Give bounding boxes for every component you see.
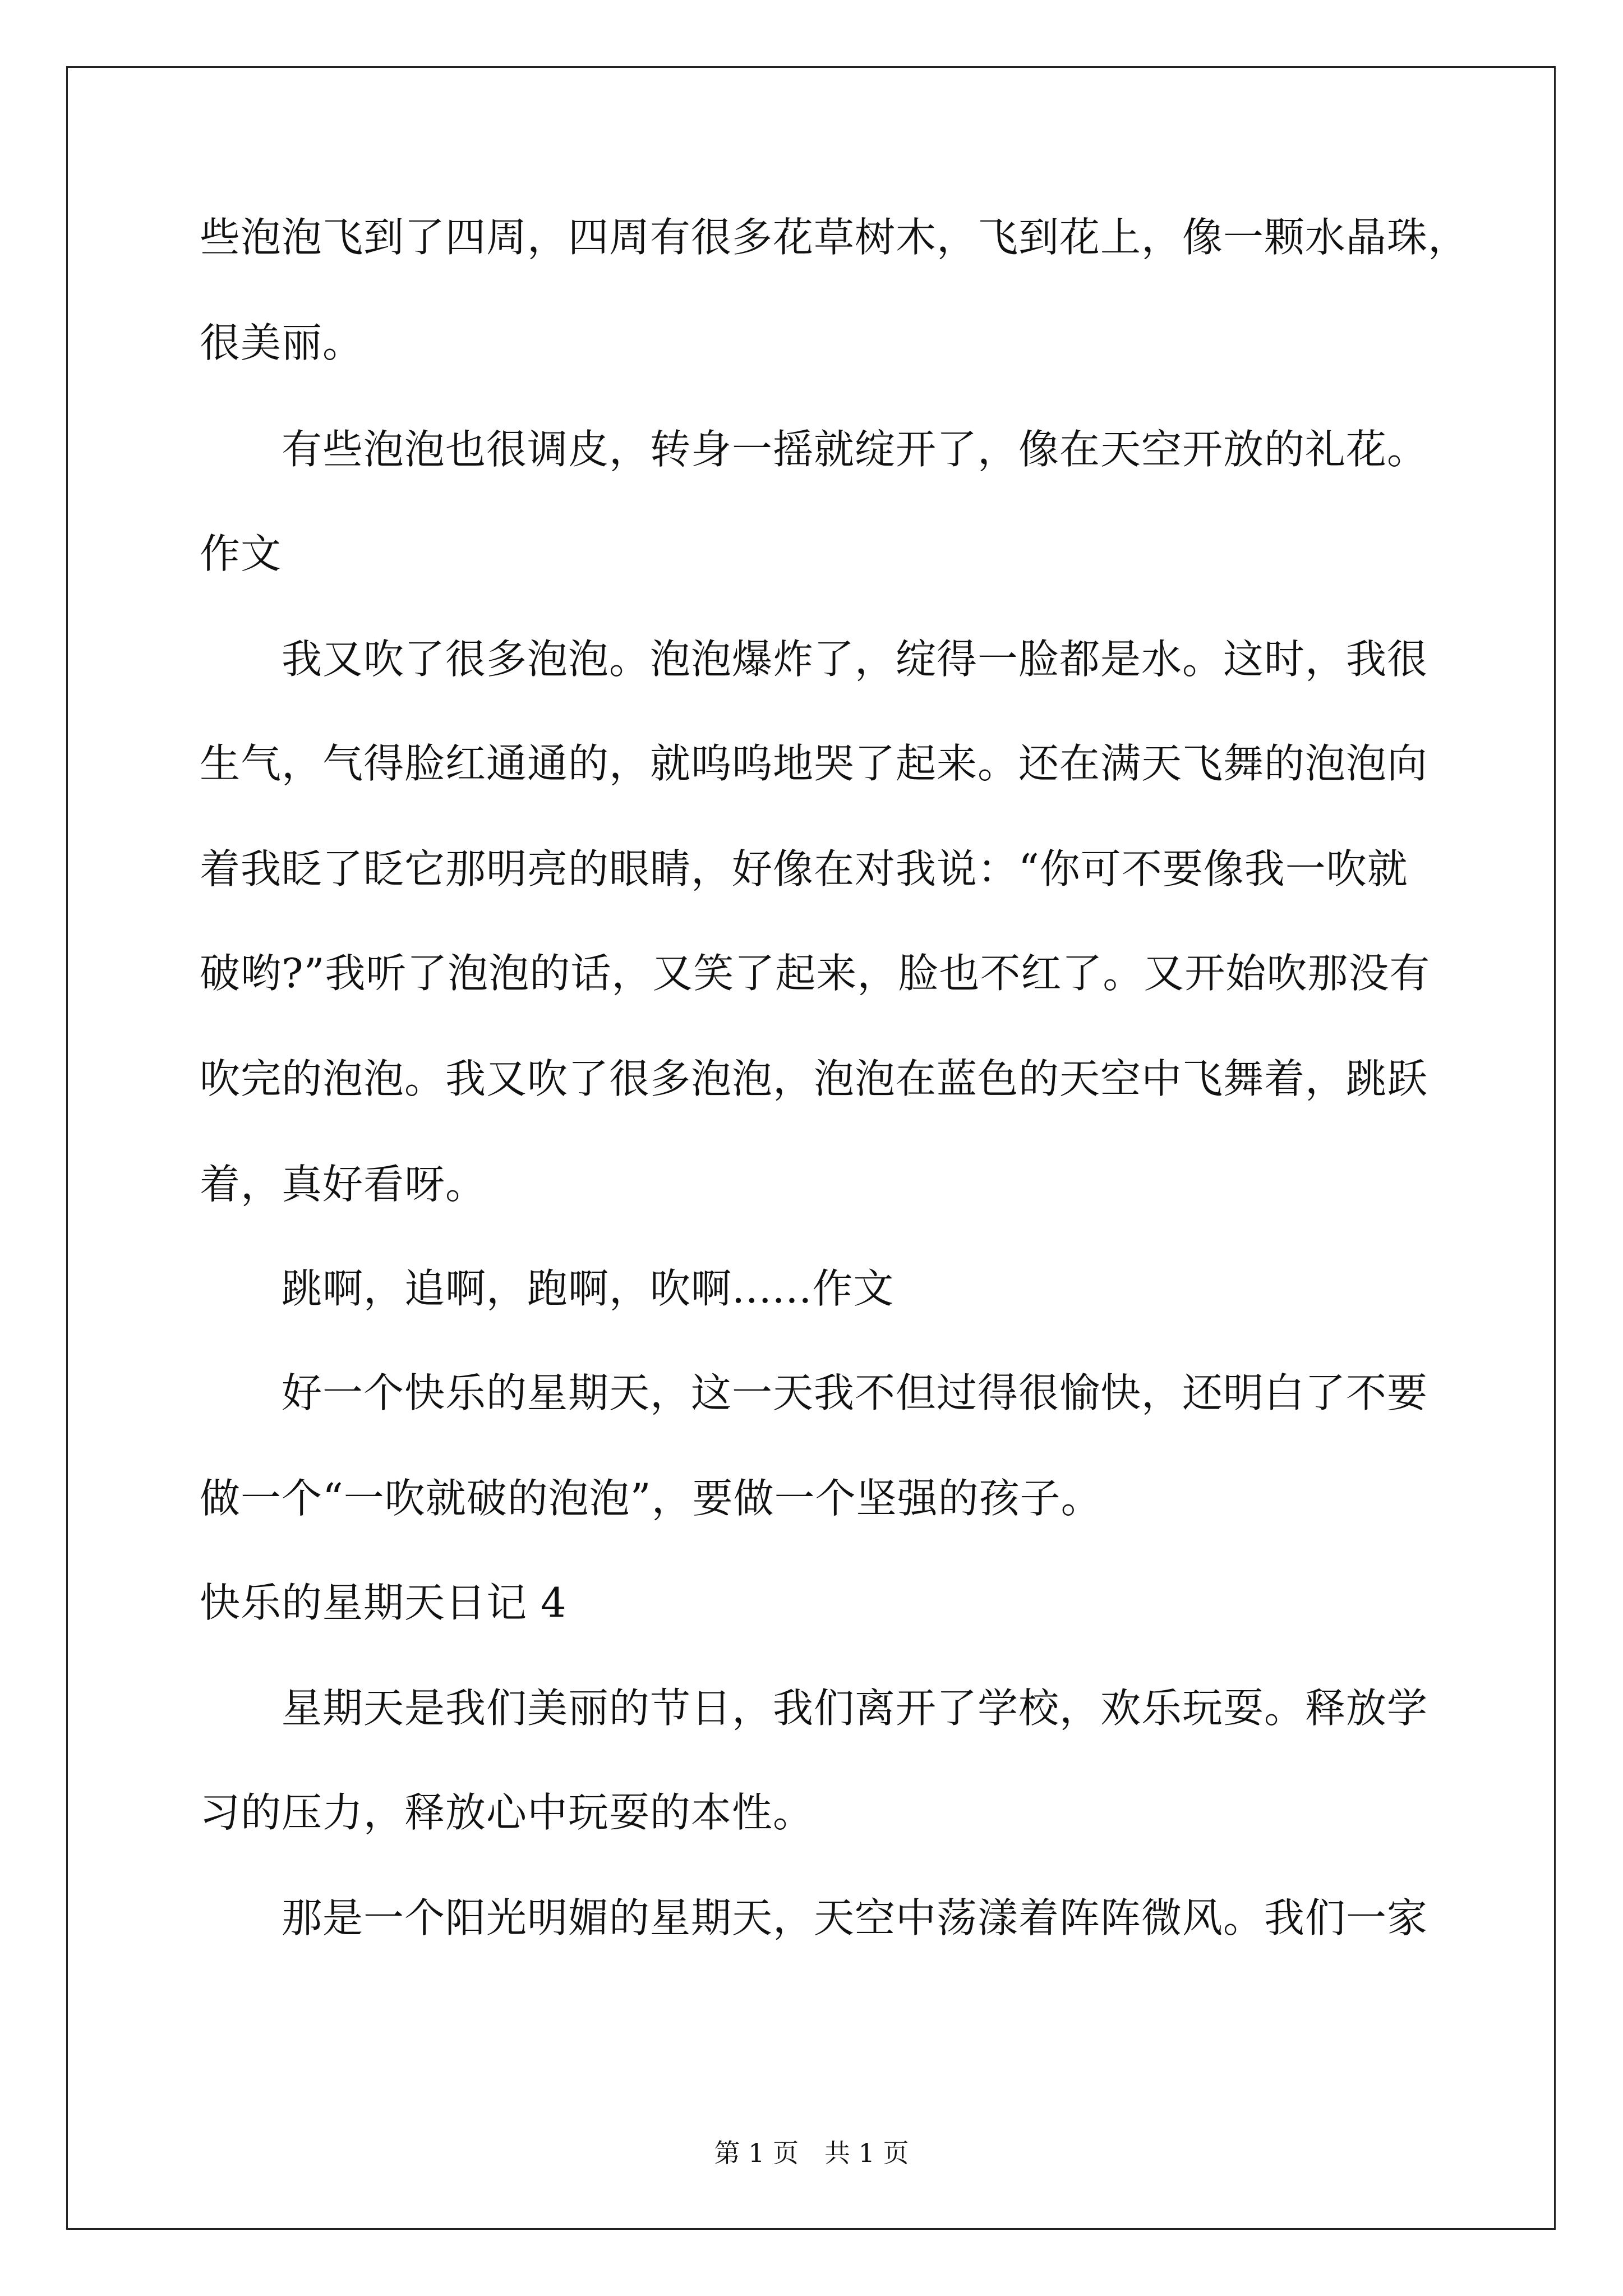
text-line: 做一个“一吹就破的泡泡”，要做一个坚强的孩子。: [200, 1475, 1102, 1522]
section-heading: 快乐的星期天日记 4: [200, 1579, 567, 1626]
text-line: 些泡泡飞到了四周，四周有很多花草树木，飞到花上，像一颗水晶珠，: [200, 214, 1469, 261]
text-line: 破哟?”我听了泡泡的话，又笑了起来，脸也不红了。又开始吹那没有: [200, 950, 1431, 997]
text-line: 很美丽。: [200, 319, 364, 366]
text-line: 吹完的泡泡。我又吹了很多泡泡，泡泡在蓝色的天空中飞舞着，跳跃: [200, 1055, 1428, 1102]
text-line: 着，真好看呀。: [200, 1161, 487, 1208]
text-line: 着我眨了眨它那明亮的眼睛，好像在对我说：“你可不要像我一吹就: [200, 845, 1408, 892]
text-line: 好一个快乐的星期天，这一天我不但过得很愉快，还明白了不要: [282, 1369, 1428, 1416]
text-line: 跳啊，追啊，跑啊，吹啊......作文: [282, 1265, 895, 1312]
text-line: 作文: [200, 530, 282, 577]
text-line: 我又吹了很多泡泡。泡泡爆炸了，绽得一脸都是水。这时，我很: [282, 636, 1428, 683]
text-line: 生气，气得脸红通通的，就呜呜地哭了起来。还在满天飞舞的泡泡向: [200, 740, 1428, 787]
text-line: 那是一个阳光明媚的星期天，天空中荡漾着阵阵微风。我们一家: [282, 1894, 1428, 1941]
page-footer: 第 1 页 共 1 页: [714, 2138, 909, 2168]
text-line: 星期天是我们美丽的节日，我们离开了学校，欢乐玩耍。释放学: [282, 1685, 1428, 1732]
text-line: 有些泡泡也很调皮，转身一摇就绽开了，像在天空开放的礼花。: [282, 426, 1428, 473]
text-line: 习的压力，释放心中玩耍的本性。: [200, 1789, 814, 1836]
